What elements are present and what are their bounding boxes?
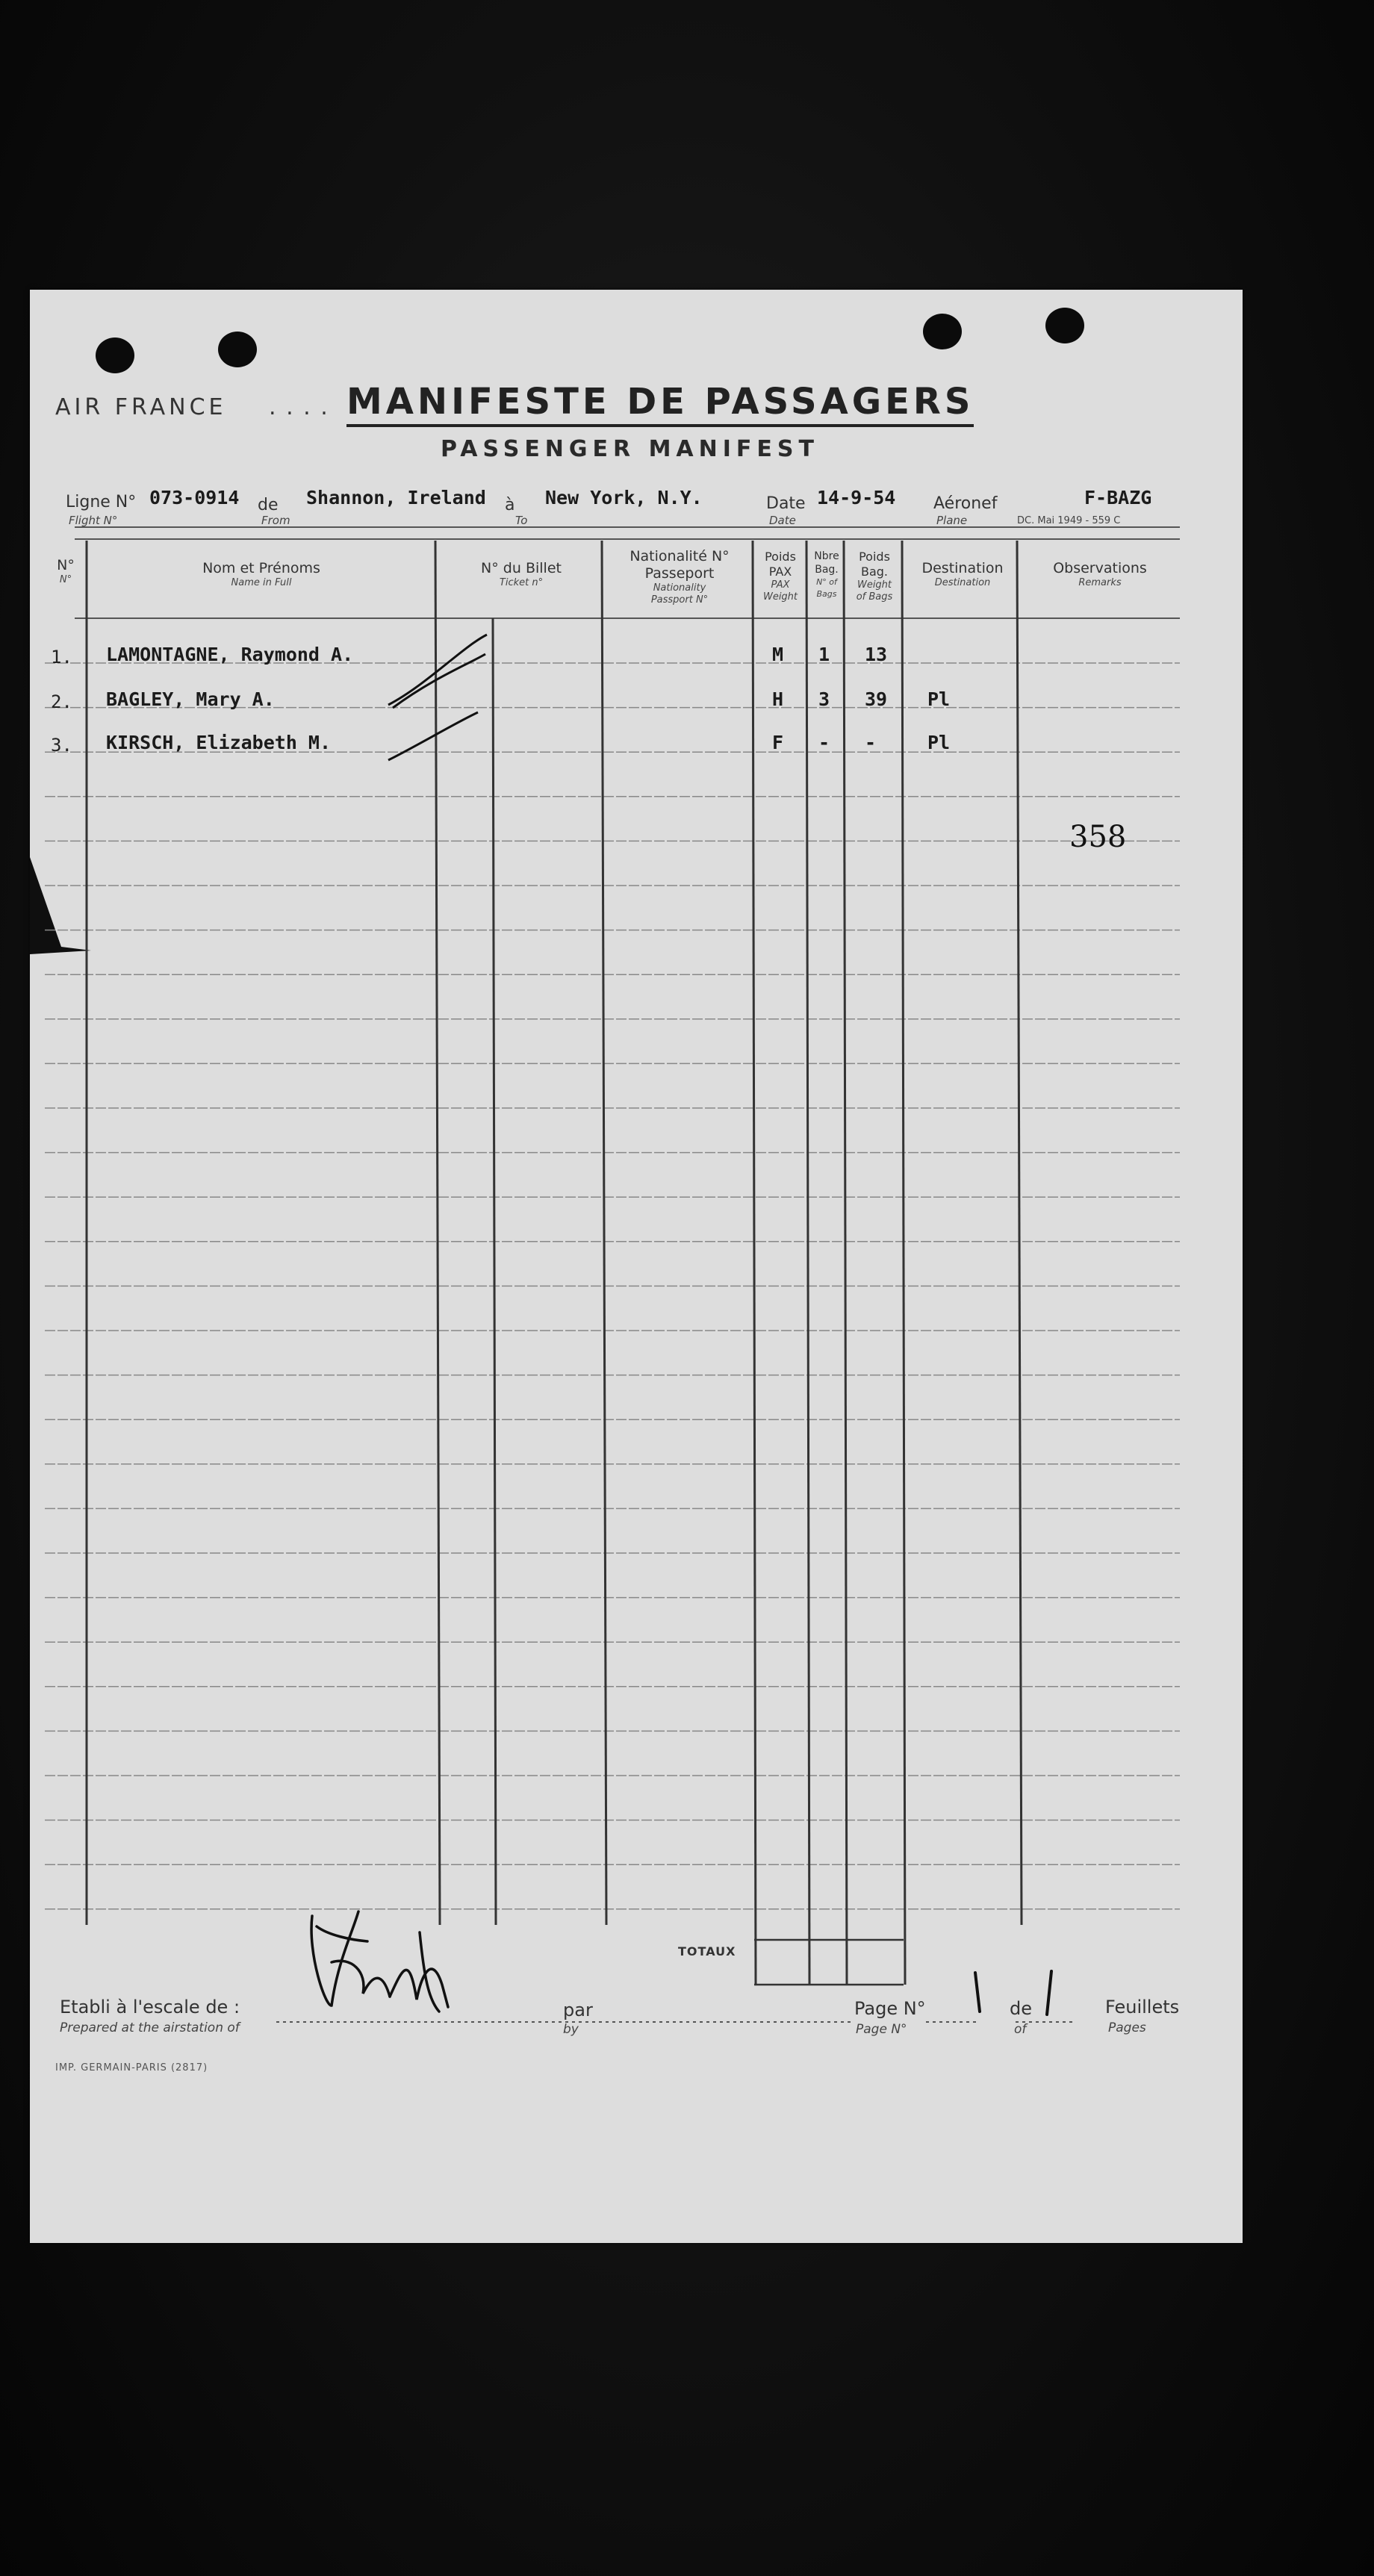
passenger-pax: M [772,644,784,665]
from-label: de [258,496,279,514]
page-total-value [1042,1968,1043,1970]
to-value: New York, N.Y. [545,487,703,508]
by-label: par [563,2000,593,2020]
of-label-en: of [1014,2022,1027,2037]
passenger-bag-weight: 39 [865,688,888,710]
printer-mark: IMP. GERMAIN-PARIS (2817) [55,2062,208,2073]
from-label-en: From [261,514,290,527]
manifest-subtitle: PASSENGER MANIFEST [441,436,819,462]
stamped-number: 358 [1069,820,1127,854]
page-number-value [966,1968,967,1970]
prepared-at-label: Etabli à l'escale de : [60,1997,240,2017]
passenger-bags: - [818,732,830,753]
airline-name: AIR FRANCE [55,394,227,420]
column-header-bag-weight: Poids Bag. Weight of Bags [856,550,893,603]
passenger-destination: Pl [927,732,951,753]
manifest-sheet [30,290,1243,2243]
manifest-title: MANIFESTE DE PASSAGERS [346,381,974,427]
column-header-nationality: Nationalité N° Passeport Nationality Passport N° [630,548,730,606]
column-header-pax-weight: Poids PAX PAX Weight [762,550,798,603]
row-number: 2. [51,691,72,712]
passenger-bags: 3 [818,688,830,710]
to-label: à [505,496,515,514]
column-header-bag-count: Nbre Bag. N° of Bags [814,550,839,599]
flight-no-value: 073-0914 [149,487,240,508]
sheets-label-en: Pages [1108,2020,1146,2035]
header-dots: . . . . [269,394,329,420]
page-number-label-en: Page N° [856,2022,907,2037]
flight-no-label-en: Flight N° [69,514,118,527]
passenger-bag-weight: - [865,732,877,753]
column-header-ticket: N° du Billet Ticket n° [481,560,562,588]
column-header-name: Nom et Prénoms Name in Full [202,560,320,588]
passenger-destination: Pl [927,688,951,710]
of-label: de [1010,1998,1032,2019]
aircraft-value: F-BAZG [1084,487,1152,508]
aircraft-label-en: Plane [936,514,968,527]
passenger-pax: H [772,688,784,710]
passenger-name: KIRSCH, Elizabeth M. [106,732,332,753]
column-header-destination: Destination Destination [921,560,1004,588]
to-label-en: To [515,514,528,527]
passenger-name: LAMONTAGNE, Raymond A. [106,644,354,665]
passenger-pax: F [772,732,784,753]
aircraft-label: Aéronef [933,494,998,513]
row-number: 3. [51,735,72,756]
date-label: Date [766,494,806,513]
form-reference: DC. Mai 1949 - 559 C [1017,515,1121,526]
page-number-label: Page N° [854,1998,926,2019]
column-header-remarks: Observations Remarks [1053,560,1147,588]
prepared-at-label-en: Prepared at the airstation of [60,2020,240,2035]
row-number: 1. [51,647,72,668]
column-header-number: N° N° [57,557,75,585]
date-value: 14-9-54 [817,487,896,508]
sheets-label: Feuillets [1105,1997,1180,2017]
passenger-bag-weight: 13 [865,644,888,665]
passenger-bags: 1 [818,644,830,665]
passenger-name: BAGLEY, Mary A. [106,688,275,710]
from-value: Shannon, Ireland [306,487,486,508]
totals-label: TOTAUX [678,1944,736,1959]
flight-no-label: Ligne N° [66,493,137,511]
by-label-en: by [563,2022,579,2037]
date-label-en: Date [769,514,796,527]
